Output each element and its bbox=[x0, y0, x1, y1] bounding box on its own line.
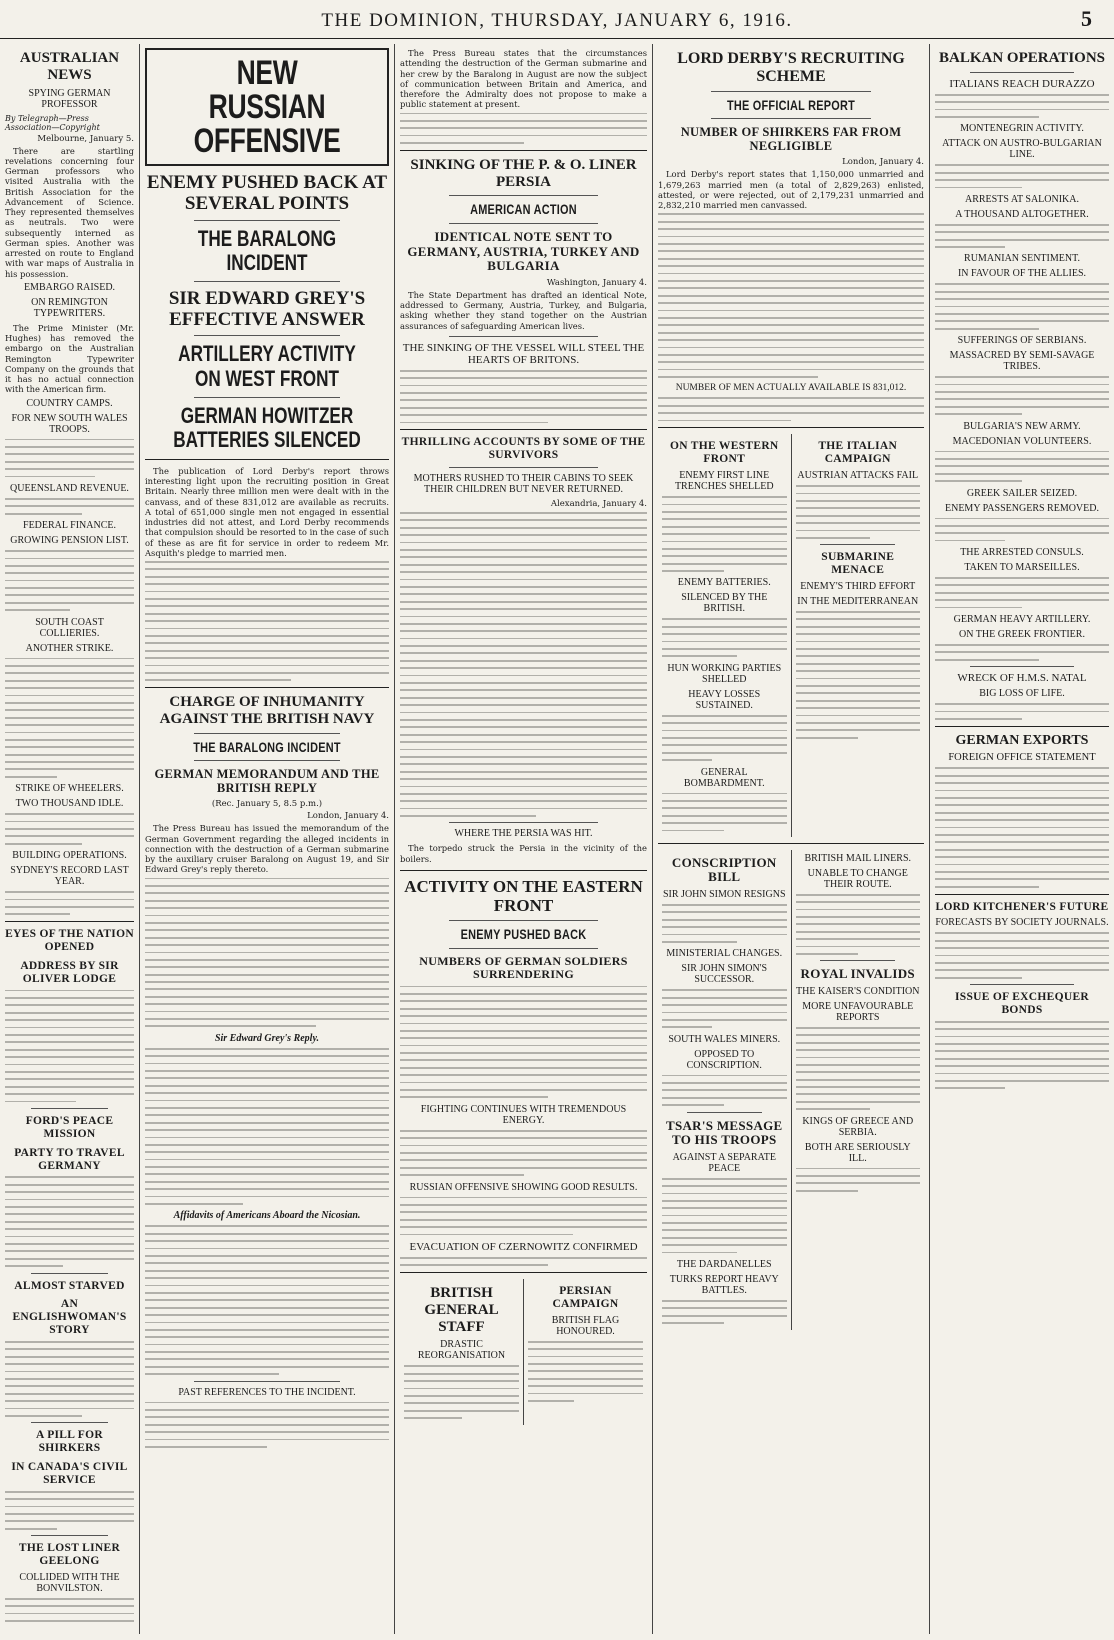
subhead-big-loss: BIG LOSS OF LIFE. bbox=[979, 688, 1065, 700]
divider bbox=[970, 666, 1074, 667]
subhead-available: NUMBER OF MEN ACTUALLY AVAILABLE IS 831,012. bbox=[675, 383, 907, 394]
text-block bbox=[935, 94, 1109, 118]
text-block bbox=[145, 561, 389, 681]
text-block bbox=[5, 990, 134, 1103]
headline-australian-news: AUSTRALIAN NEWS bbox=[19, 50, 120, 83]
subhead-marseilles: TAKEN TO MARSEILLES. bbox=[964, 562, 1080, 574]
divider bbox=[5, 921, 134, 922]
text-block bbox=[796, 611, 921, 738]
text-block bbox=[935, 283, 1109, 329]
text-block bbox=[5, 498, 134, 515]
conscription-column bbox=[658, 850, 791, 1330]
headline-new-russian-offensive: NEW RUSSIAN OFFENSIVE bbox=[193, 54, 341, 160]
subhead-strike: ANOTHER STRIKE. bbox=[25, 642, 114, 654]
text-block bbox=[935, 451, 1109, 482]
divider bbox=[449, 822, 597, 823]
split-section bbox=[400, 1279, 647, 1425]
headline-identical-note: IDENTICAL NOTE SENT TO GERMANY, AUSTRIA, TURKEY AND BULGARIA bbox=[407, 229, 640, 274]
divider bbox=[194, 220, 340, 221]
divider bbox=[31, 1108, 108, 1109]
headline-pill-shirkers: A PILL FOR SHIRKERS bbox=[36, 1429, 103, 1455]
subhead-enemy-batteries: ENEMY BATTERIES. bbox=[677, 577, 771, 589]
subhead-embargo: EMBARGO RAISED. bbox=[23, 281, 116, 293]
column-1 bbox=[0, 44, 140, 1634]
text-block bbox=[935, 932, 1109, 978]
subhead-german-artillery: GERMAN HEAVY ARTILLERY. bbox=[953, 614, 1091, 626]
subhead-third-effort: ENEMY'S THIRD EFFORT bbox=[800, 581, 916, 593]
headline-howitzer: GERMAN HOWITZER BATTERIES SILENCED bbox=[173, 402, 361, 453]
text-block bbox=[935, 376, 1109, 415]
subhead-typewriters: ON REMINGTON TYPEWRITERS. bbox=[31, 296, 108, 319]
text-block bbox=[5, 1491, 134, 1530]
subhead-collided: COLLIDED WITH THE BONVILSTON. bbox=[19, 1571, 120, 1594]
subhead-turks: TURKS REPORT HEAVY BATTLES. bbox=[669, 1274, 779, 1297]
subhead-greek-sailer: GREEK SAILER SEIZED. bbox=[966, 487, 1078, 499]
subhead-past-references: PAST REFERENCES TO THE INCIDENT. bbox=[178, 1386, 356, 1398]
text-block bbox=[935, 1021, 1109, 1089]
divider bbox=[935, 894, 1109, 895]
divider bbox=[658, 843, 924, 844]
subhead-enemy-trenches: ENEMY FIRST LINE TRENCHES SHELLED bbox=[674, 470, 774, 493]
masthead-title: THE DOMINION, THURSDAY, JANUARY 6, 1916. bbox=[321, 10, 793, 31]
text-block bbox=[662, 715, 787, 761]
subhead-affidavits: Affidavits of Americans Aboard the Nicosian. bbox=[173, 1210, 361, 1222]
text-block bbox=[658, 397, 924, 421]
divider bbox=[658, 427, 924, 428]
headline-geelong: THE LOST LINER GEELONG bbox=[18, 1542, 121, 1568]
column-2 bbox=[140, 44, 395, 1634]
subhead-drastic: DRASTIC REORGANISATION bbox=[417, 1339, 506, 1362]
subhead-kings: KINGS OF GREECE AND SERBIA. bbox=[802, 1115, 914, 1138]
text-block bbox=[400, 1197, 647, 1236]
text-block bbox=[145, 1225, 389, 1375]
divider bbox=[194, 760, 340, 761]
column-5 bbox=[930, 44, 1114, 1634]
divider bbox=[449, 223, 597, 224]
subhead-bulgaria-army: BULGARIA'S NEW ARMY. bbox=[963, 420, 1081, 432]
headline-ford: FORD'S PEACE MISSION bbox=[25, 1114, 114, 1140]
article-body: Lord Derby's report states that 1,150,000 unmarried and 1,679,263 married men (a total of 2,829,263) enlisted, attested, or were rejected, out of 2,179,231 unmarried and 2,832,210 married men canvassed. bbox=[658, 169, 924, 211]
text-block bbox=[145, 1402, 389, 1448]
subhead-federal: FEDERAL FINANCE. bbox=[23, 520, 116, 532]
subhead-both-ill: BOTH ARE SERIOUSLY ILL. bbox=[804, 1141, 911, 1164]
subhead-greek-frontier: ON THE GREEK FRONTIER. bbox=[959, 629, 1085, 641]
subhead-wheelers: STRIKE OF WHEELERS. bbox=[15, 783, 124, 795]
headline-grey-answer: SIR EDWARD GREY'S EFFECTIVE ANSWER bbox=[168, 287, 366, 331]
subhead-mothers: MOTHERS RUSHED TO THEIR CABINS TO SEEK THEIR CHILDREN BUT NEVER RETURNED. bbox=[413, 473, 634, 496]
divider bbox=[31, 1422, 108, 1423]
headline-surrendering: NUMBERS OF GERMAN SOLDIERS SURRENDERING bbox=[419, 953, 628, 982]
text-block bbox=[796, 485, 921, 539]
divider bbox=[449, 948, 597, 949]
text-block bbox=[528, 1341, 643, 1402]
subhead-country-camps: COUNTRY CAMPS. bbox=[26, 397, 113, 409]
subhead-arrests: ARRESTS AT SALONIKA. bbox=[965, 193, 1079, 205]
headline-enemy-pushed: ENEMY PUSHED BACK AT SEVERAL POINTS bbox=[146, 172, 388, 215]
subhead-durazzo: ITALIANS REACH DURAZZO bbox=[949, 77, 1095, 90]
text-block bbox=[145, 1048, 389, 1205]
subhead-unable-route: UNABLE TO CHANGE THEIR ROUTE. bbox=[807, 867, 908, 890]
masthead bbox=[0, 0, 1114, 39]
divider bbox=[31, 1535, 108, 1536]
divider bbox=[935, 726, 1109, 727]
dateline: Melbourne, January 5. bbox=[37, 133, 134, 144]
article-body: The Prime Minister (Mr. Hughes) has removed the embargo on the Australian Remington Typewriter Company on the grounds that it has no actual connection with the American firm. bbox=[5, 322, 134, 395]
subhead-hun-working: HUN WORKING PARTIES SHELLED bbox=[667, 662, 782, 685]
text-block bbox=[935, 767, 1109, 887]
text-block bbox=[662, 496, 787, 572]
article-body: The publication of Lord Derby's report throws interesting light upon the recruiting position in Great Britain. Nearly three million men were dealt with in the canvass, and of these 831,012 are available as recruits. A total of 651,000 single men not engaged in essential industries did not attest, and Lord Derby recommends that compulsion should be resorted to in the case of such of these as are fit for service in order to redeem Mr. Asquith's pledge to married men. bbox=[145, 465, 389, 558]
headline-conscription: CONSCRIPTION BILL bbox=[671, 854, 777, 885]
subhead-building: BUILDING OPERATIONS. bbox=[12, 850, 127, 862]
divider bbox=[31, 1273, 108, 1274]
headline-exchequer: ISSUE OF EXCHEQUER BONDS bbox=[954, 991, 1090, 1016]
divider bbox=[820, 960, 895, 961]
text-block bbox=[5, 1598, 134, 1622]
subhead-separate-peace: AGAINST A SEPARATE PEACE bbox=[672, 1151, 776, 1174]
text-block bbox=[662, 904, 787, 943]
subhead-spying: SPYING GERMAN PROFESSOR bbox=[28, 87, 111, 110]
divider bbox=[970, 984, 1074, 985]
subhead-nsw-troops: FOR NEW SOUTH WALES TROOPS. bbox=[11, 412, 128, 435]
text-block bbox=[662, 989, 787, 1028]
subhead-czernowitz: EVACUATION OF CZERNOWITZ CONFIRMED bbox=[409, 1240, 638, 1253]
subhead-forecasts: FORECASTS BY SOCIETY JOURNALS. bbox=[935, 917, 1109, 929]
text-block bbox=[662, 1300, 787, 1324]
divider bbox=[449, 195, 597, 196]
text-block bbox=[5, 1341, 134, 1417]
divider bbox=[820, 544, 895, 545]
headline-englishwoman: AN ENGLISHWOMAN'S STORY bbox=[12, 1298, 127, 1337]
divider bbox=[970, 72, 1074, 73]
headline-persian-campaign: PERSIAN CAMPAIGN bbox=[552, 1285, 619, 1310]
subhead-favour-allies: IN FAVOUR OF THE ALLIES. bbox=[957, 268, 1087, 280]
divider bbox=[194, 335, 340, 336]
subhead-foreign-office: FOREIGN OFFICE STATEMENT bbox=[948, 752, 1096, 764]
divider bbox=[194, 733, 340, 734]
credit-line: By Telegraph—Press Association—Copyright bbox=[5, 113, 100, 132]
split-section bbox=[658, 434, 924, 836]
general-staff-column bbox=[400, 1279, 523, 1425]
divider bbox=[711, 118, 871, 119]
headline-derby: LORD DERBY'S RECRUITING SCHEME bbox=[677, 50, 905, 85]
headline-charge-inhumanity: CHARGE OF INHUMANITY AGAINST THE BRITISH NAVY bbox=[159, 694, 375, 727]
subhead-dardanelles: THE DARDANELLES bbox=[676, 1259, 772, 1271]
headline-american-action: AMERICAN ACTION bbox=[470, 201, 577, 218]
divider bbox=[400, 429, 647, 430]
subhead-sydney-record: SYDNEY'S RECORD LAST YEAR. bbox=[10, 865, 129, 888]
article-body: The Press Bureau states that the circumstances attending the destruction of the German submarine and her crew by the Baralong in August are now the subject of communication between Britain and America, and therefore the Admiralty does not propose to make a public statement at present. bbox=[400, 48, 647, 110]
subhead-russian-good: RUSSIAN OFFENSIVE SHOWING GOOD RESULTS. bbox=[409, 1181, 638, 1193]
subhead-massacred: MASSACRED BY SEMI-SAVAGE TRIBES. bbox=[949, 350, 1095, 373]
subhead-ministerial: MINISTERIAL CHANGES. bbox=[666, 948, 783, 960]
text-block bbox=[662, 793, 787, 832]
dateline-london: London, January 4. bbox=[842, 157, 924, 168]
subhead-austrian-fail: AUSTRIAN ATTACKS FAIL bbox=[797, 470, 919, 482]
text-block bbox=[400, 512, 647, 817]
text-block bbox=[400, 370, 647, 424]
text-block bbox=[935, 164, 1109, 188]
text-block bbox=[5, 550, 134, 611]
subhead-successor: SIR JOHN SIMON'S SUCCESSOR. bbox=[681, 963, 768, 986]
headline-general-staff: BRITISH GENERAL STAFF bbox=[424, 1285, 499, 1335]
divider bbox=[711, 91, 871, 92]
headline-number-shirkers: NUMBER OF SHIRKERS FAR FROM NEGLIGIBLE bbox=[680, 125, 902, 154]
divider bbox=[400, 870, 647, 871]
divider bbox=[687, 1112, 762, 1113]
headline-thrilling: THRILLING ACCOUNTS BY SOME OF THE SURVIVORS bbox=[401, 436, 646, 462]
divider bbox=[449, 467, 597, 468]
divider bbox=[194, 281, 340, 282]
text-block bbox=[662, 1075, 787, 1106]
divider bbox=[400, 1272, 647, 1273]
article-body: The State Department has drafted an identical Note, addressed to Germany, Austria, Turkey, and Bulgaria, asking whether they stand together on the Austrian assurances of safeguarding American lives. bbox=[400, 289, 647, 331]
headline-official-report: THE OFFICIAL REPORT bbox=[726, 96, 855, 113]
subhead-consuls: THE ARRESTED CONSULS. bbox=[960, 547, 1084, 559]
headline-canada: IN CANADA'S CIVIL SERVICE bbox=[11, 1461, 128, 1486]
text-block bbox=[796, 1027, 921, 1110]
headline-memorandum: GERMAN MEMORANDUM AND THE BRITISH REPLY bbox=[154, 767, 380, 796]
subhead-british-flag: BRITISH FLAG HONOURED. bbox=[551, 1314, 620, 1337]
subhead-macedonian: MACEDONIAN VOLUNTEERS. bbox=[952, 435, 1092, 447]
text-block bbox=[400, 1257, 647, 1266]
dateline-washington: Washington, January 4. bbox=[546, 277, 647, 288]
article-body: The torpedo struck the Persia in the vicinity of the boilers. bbox=[400, 843, 647, 864]
headline-baralong-2: THE BARALONG INCIDENT bbox=[193, 738, 341, 755]
text-block bbox=[400, 986, 647, 1099]
divider bbox=[449, 920, 597, 921]
headline-kitchener: LORD KITCHENER'S FUTURE bbox=[935, 900, 1109, 913]
subhead-south-coast: SOUTH COAST COLLIERIES. bbox=[35, 616, 104, 639]
dateline-london: London, January 4. bbox=[307, 811, 389, 822]
article-body: There are startling revelations concerning four German professors who visited Australia with the British Association for the Advancement of Science. They represented themselves as neutrals. Two were subsequently interned as German spies. Another was arrested on route to England with war maps of Australia in his possession. bbox=[5, 145, 134, 279]
italian-campaign-column bbox=[791, 434, 925, 836]
subhead-montenegrin: MONTENEGRIN ACTIVITY. bbox=[960, 123, 1084, 135]
subhead-heavy-losses: HEAVY LOSSES SUSTAINED. bbox=[688, 688, 761, 711]
subhead-pension: GROWING PENSION LIST. bbox=[10, 535, 129, 547]
split-section bbox=[658, 850, 924, 1330]
subhead-fighting: FIGHTING CONTINUES WITH TREMENDOUS ENERGY. bbox=[420, 1103, 627, 1126]
subhead-where-hit: WHERE THE PERSIA WAS HIT. bbox=[454, 828, 593, 840]
subhead-mediterranean: IN THE MEDITERRANEAN bbox=[797, 596, 919, 608]
subhead-silenced: SILENCED BY THE BRITISH. bbox=[681, 592, 768, 615]
subhead-thousand: A THOUSAND ALTOGETHER. bbox=[955, 208, 1089, 220]
divider bbox=[194, 397, 340, 398]
text-block bbox=[5, 891, 134, 915]
western-front-column bbox=[658, 434, 791, 836]
lead-headline-box bbox=[145, 48, 389, 166]
subhead-mail-liners: BRITISH MAIL LINERS. bbox=[804, 852, 912, 864]
divider bbox=[449, 336, 597, 337]
text-block bbox=[5, 658, 134, 778]
subhead-rumanian: RUMANIAN SENTIMENT. bbox=[964, 253, 1080, 265]
mail-liners-column bbox=[791, 850, 925, 1330]
article-body: The Press Bureau has issued the memorandum of the German Government regarding the alleged incidents in connection with the destruction of a German submarine by the auxiliary cruiser Baralong on August 19, and Sir Edward Grey's reply thereto. bbox=[145, 823, 389, 875]
headline-almost-starved: ALMOST STARVED bbox=[14, 1279, 125, 1292]
headline-western-front: ON THE WESTERN FRONT bbox=[669, 440, 779, 466]
headline-party-germany: PARTY TO TRAVEL GERMANY bbox=[14, 1146, 125, 1172]
headline-tsar: TSAR'S MESSAGE TO HIS TROOPS bbox=[665, 1117, 783, 1148]
text-block bbox=[658, 213, 924, 377]
text-block bbox=[935, 703, 1109, 720]
subhead-south-wales: SOUTH WALES MINERS. bbox=[668, 1033, 781, 1045]
divider bbox=[194, 1381, 340, 1382]
headline-german-exports: GERMAN EXPORTS bbox=[955, 732, 1089, 748]
text-block bbox=[5, 439, 134, 478]
subhead-bombardment: GENERAL BOMBARDMENT. bbox=[683, 766, 765, 789]
persian-campaign-column bbox=[523, 1279, 647, 1425]
subhead-steel-hearts: THE SINKING OF THE VESSEL WILL STEEL THE HEARTS OF BRITONS. bbox=[402, 341, 645, 366]
text-block bbox=[796, 1168, 921, 1192]
subhead-attack-line: ATTACK ON AUSTRO-BULGARIAN LINE. bbox=[942, 138, 1102, 161]
column-4 bbox=[653, 44, 930, 1634]
divider bbox=[400, 150, 647, 151]
headline-italian-campaign: THE ITALIAN CAMPAIGN bbox=[818, 440, 898, 466]
text-block bbox=[935, 224, 1109, 248]
headline-balkan: BALKAN OPERATIONS bbox=[939, 50, 1105, 66]
text-block bbox=[662, 1178, 787, 1254]
text-block bbox=[796, 894, 921, 955]
subhead-sufferings: SUFFERINGS OF SERBIANS. bbox=[957, 335, 1087, 347]
subhead-opposed: OPPOSED TO CONSCRIPTION. bbox=[686, 1048, 762, 1071]
column-3 bbox=[395, 44, 653, 1634]
text-block bbox=[935, 577, 1109, 608]
page-number: 5 bbox=[1081, 6, 1092, 31]
headline-eyes-of-nation: EYES OF THE NATION OPENED bbox=[5, 928, 134, 954]
subhead-qld: QUEENSLAND REVENUE. bbox=[10, 482, 129, 494]
text-block bbox=[404, 1365, 519, 1419]
text-block bbox=[935, 644, 1109, 661]
text-block bbox=[935, 518, 1109, 542]
headline-persia: SINKING OF THE P. & O. LINER PERSIA bbox=[410, 156, 637, 190]
text-block bbox=[145, 878, 389, 1028]
text-block bbox=[5, 1176, 134, 1266]
dateline-rec: (Rec. January 5, 8.5 p.m.) bbox=[211, 799, 323, 810]
headline-submarine-menace: SUBMARINE MENACE bbox=[821, 551, 895, 577]
subhead-unfavourable: MORE UNFAVOURABLE REPORTS bbox=[802, 1000, 914, 1023]
subhead-simon-resigns: SIR JOHN SIMON RESIGNS bbox=[662, 889, 786, 900]
headline-artillery: ARTILLERY ACTIVITY ON WEST FRONT bbox=[178, 341, 356, 391]
headline-eastern-front: ACTIVITY ON THE EASTERN FRONT bbox=[404, 876, 643, 915]
text-block bbox=[400, 1130, 647, 1176]
text-block bbox=[400, 113, 647, 144]
subhead-two-thousand: TWO THOUSAND IDLE. bbox=[15, 798, 124, 810]
subhead-enemy-passengers: ENEMY PASSENGERS REMOVED. bbox=[944, 502, 1099, 514]
text-block bbox=[5, 813, 134, 844]
divider bbox=[145, 459, 389, 460]
subhead-grey-reply: Sir Edward Grey's Reply. bbox=[214, 1032, 320, 1044]
headline-baralong: THE BARALONG INCIDENT bbox=[197, 225, 337, 276]
subhead-natal: WRECK OF H.M.S. NATAL bbox=[957, 672, 1087, 685]
text-block bbox=[662, 618, 787, 657]
dateline-alexandria: Alexandria, January 4. bbox=[550, 499, 647, 510]
headline-lodge: ADDRESS BY SIR OLIVER LODGE bbox=[20, 959, 119, 985]
headline-royal-invalids: ROYAL INVALIDS bbox=[800, 966, 915, 982]
subhead-kaiser: THE KAISER'S CONDITION bbox=[796, 985, 920, 997]
divider bbox=[145, 687, 389, 688]
headline-enemy-back: ENEMY PUSHED BACK bbox=[460, 926, 587, 943]
